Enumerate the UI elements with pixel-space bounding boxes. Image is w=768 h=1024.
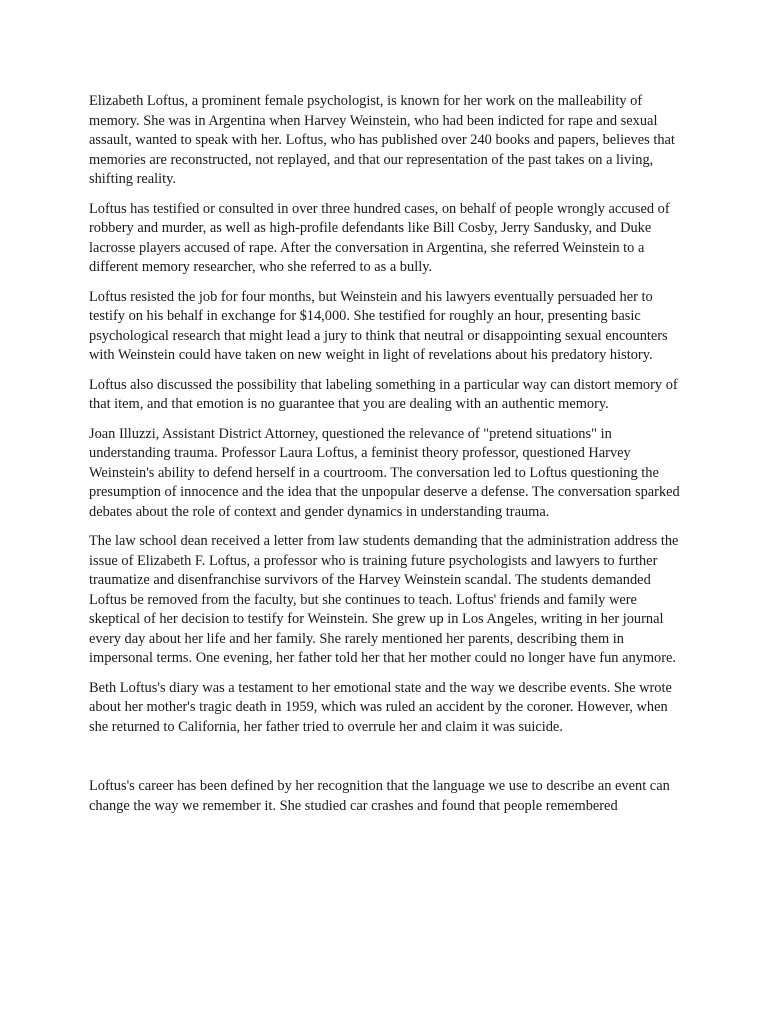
paragraph-7: Beth Loftus's diary was a testament to her emotional state and the way we describe events. She wrote about her mother's tragic death in 1959, which was ruled an accident by the coroner. However, when she returned to California, her father tried to overrule her and claim it was suicide. [89, 679, 672, 735]
paragraph-8: Loftus's career has been defined by her recognition that the language we use to describe an event can change the way we remember it. She studied car crashes and found that people remembered [89, 778, 670, 814]
document-page [89, 92, 689, 826]
paragraph-6: The law school dean received a letter from law students demanding that the administration address the issue of Elizabeth F. Loftus, a professor who is training future psychologists and lawyers to further traumatize and disenfranchise survivors of the Harvey Weinstein scandal. The students demanded Loftus be removed from the faculty, but she continues to teach. Loftus' friends and family were skeptical of her decision to testify for Weinstein. She grew up in Los Angeles, writing in her journal every day about her life and her family. She rarely mentioned her parents, describing them in impersonal terms. One evening, her father told her that her mother could no longer have fun anymore. [89, 533, 679, 666]
paragraph-3: Loftus resisted the job for four months, but Weinstein and his lawyers eventually persuaded her to testify on his behalf in exchange for $14,000. She testified for roughly an hour, presenting basic psychological research that might lead a jury to think that neutral or disappointing sexual encounters with Weinstein could have taken on new weight in light of revelations about his predatory history. [89, 288, 668, 363]
paragraph-2: Loftus has testified or consulted in over three hundred cases, on behalf of people wrongly accused of robbery and murder, as well as high-profile defendants like Bill Cosby, Jerry Sandusky, and Duke lacrosse players accused of rape. After the conversation in Argentina, she referred Weinstein to a different memory researcher, who she referred to as a bully. [89, 200, 670, 275]
paragraph-1: Elizabeth Loftus, a prominent female psychologist, is known for her work on the malleability of memory. She was in Argentina when Harvey Weinstein, who had been indicted for rape and sexual assault, wanted to speak with her. Loftus, who has published over 240 books and papers, believes that memories are reconstructed, not replayed, and that our representation of the past takes on a living, shifting reality. [89, 93, 675, 187]
paragraph-5: Joan Illuzzi, Assistant District Attorney, questioned the relevance of "pretend situations" in understanding trauma. Professor Laura Loftus, a feminist theory professor, questioned Harvey Weinstein's ability to defend herself in a courtroom. The conversation led to Loftus questioning the presumption of innocence and the idea that the unpopular deserve a defense. The conversation sparked debates about the role of context and gender dynamics in understanding trauma. [89, 425, 680, 520]
paragraph-4: Loftus also discussed the possibility that labeling something in a particular way can distort memory of that item, and that emotion is no guarantee that you are dealing with an authentic memory. [89, 376, 678, 412]
